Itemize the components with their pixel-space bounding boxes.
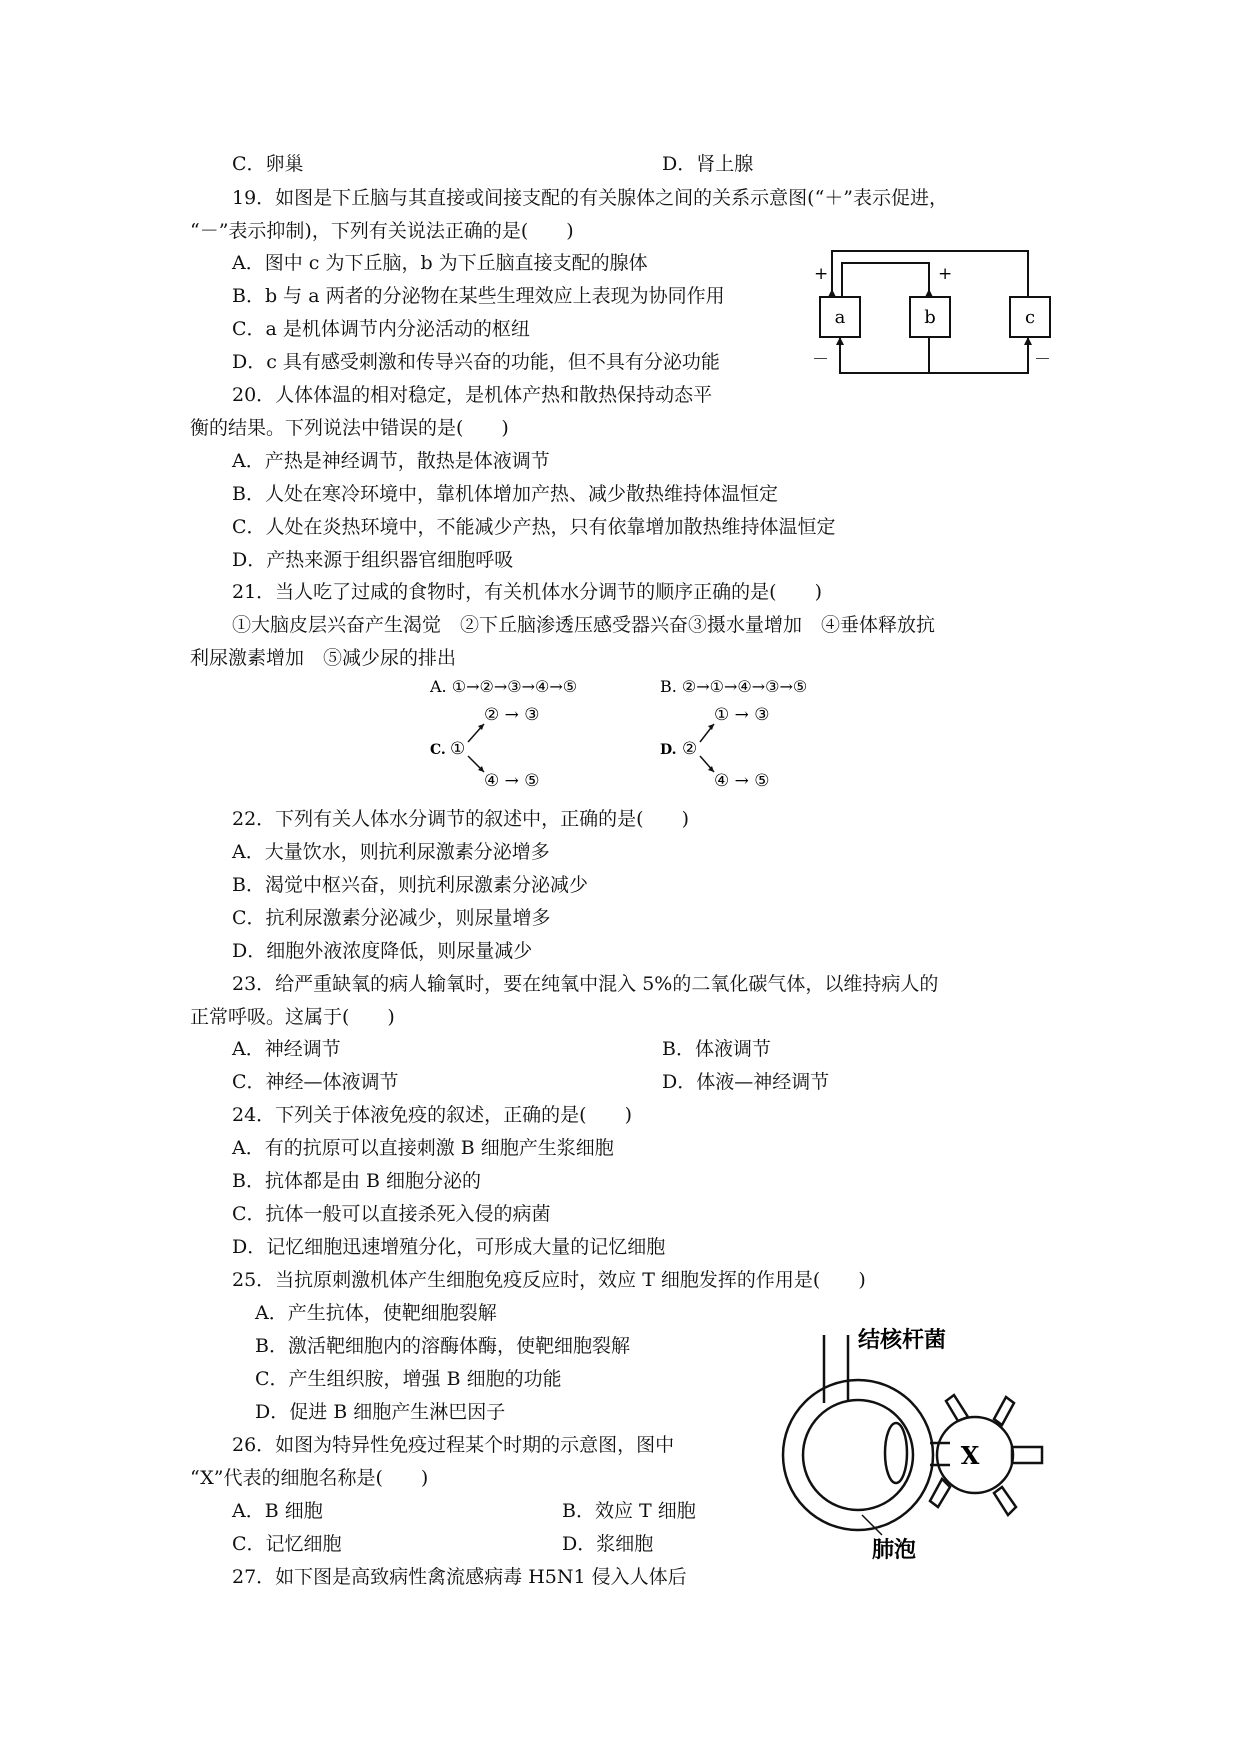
q24-option-c: C．抗体一般可以直接杀死入侵的病菌: [232, 1203, 551, 1225]
q21-items-line1: ①大脑皮层兴奋产生渴觉 ②下丘脑渗透压感受器兴奋③摄水量增加 ④垂体释放抗: [232, 614, 936, 636]
q21-option-c-lower: ④ → ⑤: [484, 771, 540, 791]
diagram-plus-a: +: [814, 264, 829, 284]
q21-option-b: B. ②→①→④→③→⑤: [660, 677, 808, 696]
q23-option-d: D．体液—神经调节: [662, 1071, 830, 1093]
q22-stem: 22．下列有关人体水分调节的叙述中，正确的是( ): [232, 808, 690, 830]
q21-option-d-upper: ① → ③: [714, 705, 770, 725]
q26-option-a: A．B 细胞: [232, 1500, 323, 1522]
q19-option-c: C．a 是机体调节内分泌活动的枢纽: [232, 318, 530, 340]
q24-stem: 24．下列关于体液免疫的叙述，正确的是( ): [232, 1104, 633, 1126]
q20-option-c: C．人处在炎热环境中，不能减少产热，只有依靠增加散热维持体温恒定: [232, 516, 836, 538]
q25-option-d: D．促进 B 细胞产生淋巴因子: [255, 1401, 506, 1423]
diagram-bacteria-label: 结核杆菌: [858, 1327, 947, 1353]
q26-immune-diagram: [770, 1325, 1060, 1565]
diagram-alveolus-label: 肺泡: [872, 1537, 917, 1563]
q21-items-line2: 利尿激素增加 ⑤减少尿的排出: [190, 647, 457, 669]
q24-option-d: D．记忆细胞迅速增殖分化，可形成大量的记忆细胞: [232, 1236, 666, 1258]
q19-stem-line2: “－”表示抑制)，下列有关说法正确的是( ): [190, 220, 574, 242]
q21-option-c-root: ①: [450, 739, 466, 759]
q23-option-a: A．神经调节: [232, 1038, 341, 1060]
q21-option-d-lower: ④ → ⑤: [714, 771, 770, 791]
q21-option-d-root: ②: [682, 739, 698, 759]
q26-option-c: C．记忆细胞: [232, 1533, 342, 1555]
q19-option-b: B．b 与 a 两者的分泌物在某些生理效应上表现为协同作用: [232, 285, 725, 307]
q20-option-a: A．产热是神经调节，散热是体液调节: [232, 450, 550, 472]
diagram-x-cell-label: X: [960, 1441, 980, 1470]
q22-option-b: B．渴觉中枢兴奋，则抗利尿激素分泌减少: [232, 874, 588, 896]
q24-option-a: A．有的抗原可以直接刺激 B 细胞产生浆细胞: [232, 1137, 614, 1159]
q26-option-b: B．效应 T 细胞: [562, 1500, 696, 1522]
q21-option-c-label: C.: [430, 742, 446, 758]
diagram-plus-b: +: [938, 264, 953, 284]
q20-option-b: B．人处在寒冷环境中，靠机体增加产热、减少散热维持体温恒定: [232, 483, 778, 505]
diagram-minus-a: －: [812, 350, 829, 370]
q20-stem-line2: 衡的结果。下列说法中错误的是( ): [190, 417, 509, 439]
q18-option-d: D．肾上腺: [662, 153, 754, 175]
q25-option-b: B．激活靶细胞内的溶酶体酶，使靶细胞裂解: [255, 1335, 630, 1357]
q22-option-c: C．抗利尿激素分泌减少，则尿量增多: [232, 907, 551, 929]
q23-stem-line1: 23．给严重缺氧的病人输氧时，要在纯氧中混入 5%的二氧化碳气体，以维持病人的: [232, 973, 939, 995]
diagram-minus-c: －: [1034, 350, 1051, 370]
q21-stem: 21．当人吃了过咸的食物时，有关机体水分调节的顺序正确的是( ): [232, 581, 823, 603]
q19-stem-line1: 19．如图是下丘脑与其直接或间接支配的有关腺体之间的关系示意图(“＋”表示促进，: [232, 187, 949, 209]
q23-option-b: B．体液调节: [662, 1038, 771, 1060]
q21-option-a: A. ①→②→③→④→⑤: [430, 677, 578, 696]
diagram-box-a: a: [834, 307, 846, 328]
q19-gland-diagram: [812, 245, 1072, 375]
q20-option-d: D．产热来源于组织器官细胞呼吸: [232, 549, 514, 571]
q27-stem: 27．如下图是高致病性禽流感病毒 H5N1 侵入人体后: [232, 1566, 687, 1588]
q22-option-a: A．大量饮水，则抗利尿激素分泌增多: [232, 841, 550, 863]
q19-option-a: A．图中 c 为下丘脑，b 为下丘脑直接支配的腺体: [232, 252, 648, 274]
diagram-box-c: c: [1024, 307, 1036, 328]
q22-option-d: D．细胞外液浓度降低，则尿量减少: [232, 940, 533, 962]
q26-stem-line1: 26．如图为特异性免疫过程某个时期的示意图，图中: [232, 1434, 675, 1456]
q23-stem-line2: 正常呼吸。这属于( ): [190, 1006, 395, 1028]
q26-option-d: D．浆细胞: [562, 1533, 654, 1555]
q21-option-c-upper: ② → ③: [484, 705, 540, 725]
q25-stem: 25．当抗原刺激机体产生细胞免疫反应时，效应 T 细胞发挥的作用是( ): [232, 1269, 866, 1291]
q21-options-diagram: [420, 668, 880, 796]
q23-option-c: C．神经—体液调节: [232, 1071, 399, 1093]
q24-option-b: B．抗体都是由 B 细胞分泌的: [232, 1170, 482, 1192]
diagram-box-b: b: [924, 307, 936, 328]
q26-stem-line2: “X”代表的细胞名称是( ): [190, 1467, 429, 1489]
q20-stem-line1: 20．人体体温的相对稳定，是机体产热和散热保持动态平: [232, 384, 713, 406]
q25-option-c: C．产生组织胺，增强 B 细胞的功能: [255, 1368, 562, 1390]
q19-option-d: D．c 具有感受刺激和传导兴奋的功能，但不具有分泌功能: [232, 351, 720, 373]
q21-option-d-label: D.: [660, 742, 677, 758]
q25-option-a: A．产生抗体，使靶细胞裂解: [255, 1302, 497, 1324]
q18-option-c: C．卵巢: [232, 153, 304, 175]
